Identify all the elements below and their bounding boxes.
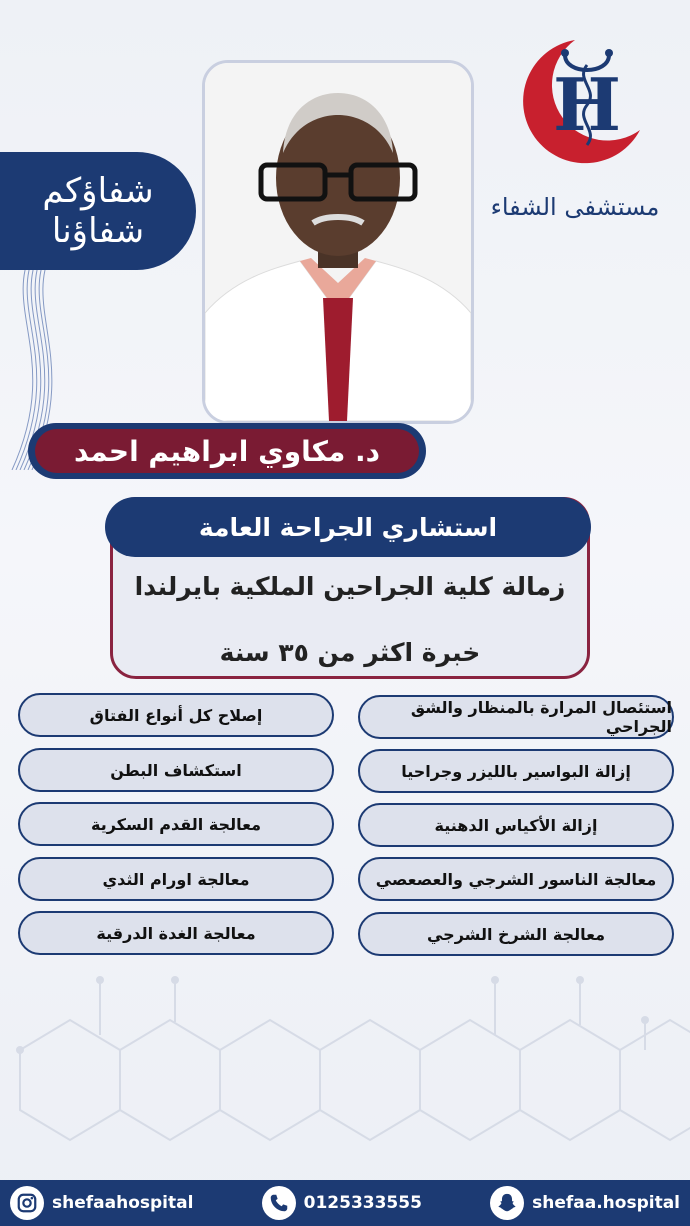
instagram-contact[interactable] bbox=[10, 1186, 193, 1220]
service-item: معالجة الغدة الدرقية bbox=[18, 911, 334, 955]
snapchat-contact[interactable] bbox=[490, 1186, 680, 1220]
doctor-portrait-image bbox=[205, 63, 471, 421]
logo-letter: H bbox=[552, 62, 622, 147]
service-item: إصلاح كل أنواع الفتاق bbox=[18, 693, 334, 737]
service-item: معالجة اورام الثدي bbox=[18, 857, 334, 901]
service-item: استكشاف البطن bbox=[18, 748, 334, 792]
phone-number: 0125333555 bbox=[303, 1193, 422, 1213]
service-item: معالجة الشرخ الشرجي bbox=[358, 912, 674, 956]
service-item: استئصال المرارة بالمنظار والشق الجراحي bbox=[358, 695, 674, 739]
snapchat-handle: shefaa.hospital bbox=[532, 1193, 680, 1213]
slogan-line-1: شفاؤكم bbox=[42, 171, 154, 211]
service-item: إزالة البواسير بالليزر وجراحيا bbox=[358, 749, 674, 793]
hexagon-pattern-decoration bbox=[0, 960, 690, 1180]
doctor-name-banner bbox=[28, 423, 426, 479]
slogan-line-2: شفاؤنا bbox=[51, 211, 145, 251]
crescent-caduceus-icon bbox=[505, 35, 645, 165]
slogan-badge bbox=[0, 152, 196, 270]
instagram-handle: shefaahospital bbox=[52, 1193, 194, 1213]
service-item: معالجة القدم السكرية bbox=[18, 802, 334, 846]
doctor-photo bbox=[202, 60, 474, 424]
service-item: إزالة الأكياس الدهنية bbox=[358, 803, 674, 847]
service-item: معالجة الناسور الشرجي والعصعصي bbox=[358, 857, 674, 901]
doctor-fellowship: زمالة كلية الجراحين الملكية بايرلندا bbox=[134, 572, 566, 601]
hospital-name: مستشفى الشفاء bbox=[490, 193, 660, 221]
contact-footer bbox=[0, 1180, 690, 1226]
instagram-icon bbox=[10, 1186, 44, 1220]
doctor-name: د. مكاوي ابراهيم احمد bbox=[35, 429, 419, 473]
snapchat-icon bbox=[490, 1186, 524, 1220]
doctor-specialty: استشاري الجراحة العامة bbox=[105, 497, 591, 557]
phone-contact[interactable] bbox=[262, 1186, 422, 1220]
doctor-experience: خبرة اكثر من ٣٥ سنة bbox=[219, 638, 481, 667]
phone-icon bbox=[262, 1186, 296, 1220]
hospital-logo bbox=[470, 35, 685, 221]
